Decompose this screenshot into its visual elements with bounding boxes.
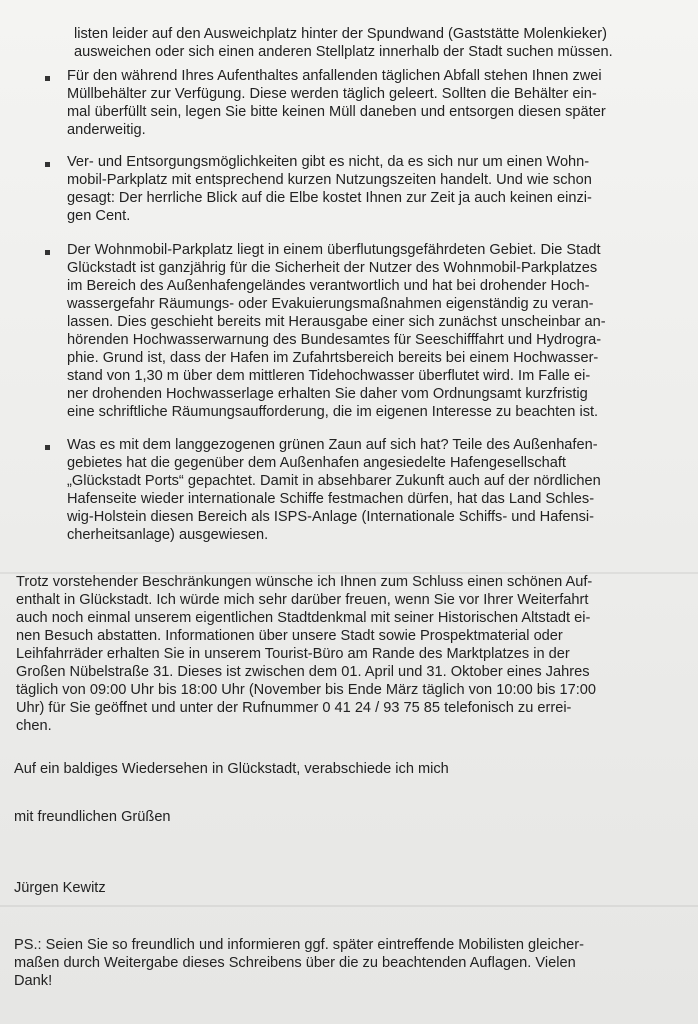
text-line: cherheitsanlage) ausgewiesen. — [67, 527, 269, 543]
text-line: Müllbehälter zur Verfügung. Diese werden täglich geleert. Sollten die Behälter ein- — [67, 86, 597, 102]
text-line: mal überfüllt sein, legen Sie bitte keinen Müll daneben und entsorgen diesen später — [67, 104, 606, 120]
text-line: eine schriftliche Räumungsaufforderung, die im eigenen Interesse zu beachten ist. — [67, 404, 599, 420]
text-line: ausweichen oder sich einen anderen Stellplatz innerhalb der Stadt suchen müssen. — [74, 44, 613, 60]
text-line: Ver- und Entsorgungsmöglichkeiten gibt es nicht, da es sich nur um einen Wohn- — [67, 154, 590, 170]
signature-name: Jürgen Kewitz — [14, 880, 106, 896]
text-line: täglich von 09:00 Uhr bis 18:00 Uhr (November bis Ende März täglich von 10:00 bis 17:00 — [16, 682, 597, 698]
text-line: gesagt: Der herrliche Blick auf die Elbe kostet Ihnen zur Zeit ja auch keinen einzi- — [67, 190, 592, 206]
postscript-line: PS.: Seien Sie so freundlich und informieren ggf. später eintreffende Mobilisten gleicher- — [14, 937, 585, 953]
text-line: Großen Nübelstraße 31. Dieses ist zwischen dem 01. April und 31. Oktober eines Jahres — [16, 664, 590, 680]
text-line: lassen. Dies geschieht bereits mit Herausgabe einer sich zunächst unscheinbar an- — [67, 314, 606, 330]
text-line: Trotz vorstehender Beschränkungen wünsche ich Ihnen zum Schluss einen schönen Auf- — [16, 574, 593, 590]
text-line: Für den während Ihres Aufenthaltes anfallenden täglichen Abfall stehen Ihnen zwei — [67, 68, 602, 84]
text-line: auch noch einmal unserem eigentlichen Stadtdenkmal mit seiner Historischen Altstadt ei- — [16, 610, 591, 626]
text-line: Was es mit dem langgezogenen grünen Zaun auf sich hat? Teile des Außenhafen- — [67, 437, 598, 453]
text-line: Der Wohnmobil-Parkplatz liegt in einem überflutungsgefährdeten Gebiet. Die Stadt — [67, 242, 601, 258]
text-line: gebietes hat die gegenüber dem Außenhafen angesiedelte Hafengesellschaft — [67, 455, 566, 471]
greeting-line: mit freundlichen Grüßen — [14, 809, 171, 825]
text-line: Hafenseite wieder internationale Schiffe festmachen dürfen, hat das Land Schles- — [67, 491, 595, 507]
text-line: Uhr) für Sie geöffnet und unter der Rufnummer 0 41 24 / 93 75 85 telefonisch zu errei- — [16, 700, 572, 716]
postscript-line: Dank! — [14, 973, 53, 989]
postscript-line: maßen durch Weitergabe dieses Schreibens über die zu beachtenden Auflagen. Vielen — [14, 955, 576, 971]
bullet-marker — [45, 445, 50, 450]
bullet-marker — [45, 162, 50, 167]
text-line: Glückstadt ist ganzjährig für die Sicherheit der Nutzer des Wohnmobil-Parkplatzes — [67, 260, 598, 276]
bullet-marker — [45, 76, 50, 81]
text-line: chen. — [16, 718, 52, 734]
text-line: im Bereich des Außenhafengeländes verantwortlich und hat bei drohender Hoch- — [67, 278, 590, 294]
farewell-line: Auf ein baldiges Wiedersehen in Glückstadt, verabschiede ich mich — [14, 761, 449, 777]
text-line: listen leider auf den Ausweichplatz hinter der Spundwand (Gaststätte Molenkieker) — [74, 26, 607, 42]
text-line: hörenden Hochwasserwarnung des Bundesamtes für Seeschifffahrt und Hydrogra- — [67, 332, 602, 348]
text-line: wig-Holstein diesen Bereich als ISPS-Anlage (Internationale Schiffs- und Hafensi- — [67, 509, 594, 525]
text-line: enthalt in Glückstadt. Ich würde mich sehr darüber freuen, wenn Sie vor Ihrer Weiterfahrt — [16, 592, 589, 608]
text-line: gen Cent. — [67, 208, 131, 224]
text-line: mobil-Parkplatz mit entsprechend kurzen Nutzungszeiten handelt. Und wie schon — [67, 172, 592, 188]
text-line: stand von 1,30 m über dem mittleren Tidehochwasser überflutet wird. Im Falle ei- — [67, 368, 591, 384]
bullet-marker — [45, 250, 50, 255]
text-line: wassergefahr Räumungs- oder Evakuierungsmaßnahmen eigenständig zu veran- — [67, 296, 594, 312]
paper-fold — [0, 905, 698, 907]
text-line: nen Besuch abstatten. Informationen über unsere Stadt sowie Prospektmaterial oder — [16, 628, 563, 644]
text-line: anderweitig. — [67, 122, 146, 138]
text-line: phie. Grund ist, dass der Hafen im Zufahrtsbereich bereits bei einem Hochwasser- — [67, 350, 599, 366]
text-line: Leihfahrräder erhalten Sie in unserem Tourist-Büro am Rande des Marktplatzes in der — [16, 646, 570, 662]
text-line: ner drohenden Hochwasserlage erhalten Sie daher vom Ordnungsamt kurzfristig — [67, 386, 588, 402]
text-line: „Glückstadt Ports“ gepachtet. Damit in absehbarer Zukunft auch auf der nördlichen — [67, 473, 601, 489]
